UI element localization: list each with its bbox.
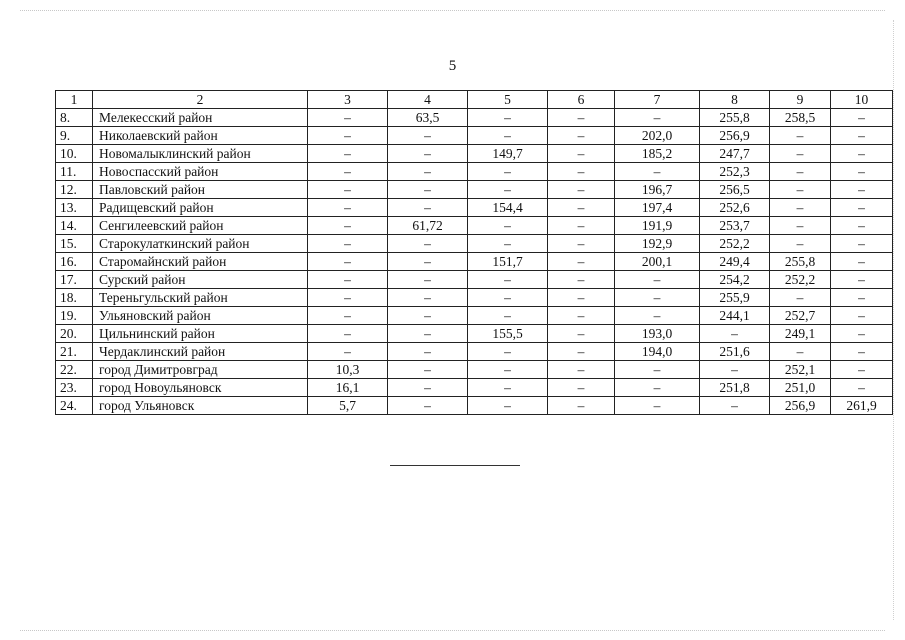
value-cell-col-4: – [388, 361, 468, 379]
district-name-cell: Сурский район [93, 271, 308, 289]
value-cell-col-9: 249,1 [770, 325, 831, 343]
value-cell-col-3: – [308, 325, 388, 343]
value-cell-col-7: – [615, 163, 700, 181]
district-name-cell: Старомайнский район [93, 253, 308, 271]
value-cell-col-9: – [770, 217, 831, 235]
column-header-7: 7 [615, 91, 700, 109]
page-number: 5 [448, 58, 457, 74]
value-cell-col-6: – [548, 181, 615, 199]
value-cell-col-5: – [468, 379, 548, 397]
value-cell-col-10: – [831, 217, 893, 235]
value-cell-col-8: 253,7 [700, 217, 770, 235]
value-cell-col-3: – [308, 127, 388, 145]
value-cell-col-8: 251,8 [700, 379, 770, 397]
value-cell-col-8: 249,4 [700, 253, 770, 271]
district-name-cell: Новоспасский район [93, 163, 308, 181]
value-cell-col-4: – [388, 271, 468, 289]
value-cell-col-6: – [548, 343, 615, 361]
value-cell-col-10: – [831, 343, 893, 361]
value-cell-col-7: – [615, 379, 700, 397]
row-number-cell: 8. [56, 109, 93, 127]
value-cell-col-4: – [388, 127, 468, 145]
value-cell-col-6: – [548, 307, 615, 325]
value-cell-col-7: – [615, 289, 700, 307]
value-cell-col-7: 197,4 [615, 199, 700, 217]
value-cell-col-4: – [388, 145, 468, 163]
value-cell-col-9: – [770, 343, 831, 361]
value-cell-col-7: – [615, 271, 700, 289]
value-cell-col-6: – [548, 145, 615, 163]
row-number-cell: 24. [56, 397, 93, 415]
row-number-cell: 16. [56, 253, 93, 271]
table-row [56, 271, 893, 289]
district-name-cell: Новомалыклинский район [93, 145, 308, 163]
value-cell-col-4: – [388, 199, 468, 217]
value-cell-col-10: – [831, 325, 893, 343]
value-cell-col-5: – [468, 235, 548, 253]
value-cell-col-9: 252,2 [770, 271, 831, 289]
row-number-cell: 20. [56, 325, 93, 343]
value-cell-col-9: 251,0 [770, 379, 831, 397]
value-cell-col-6: – [548, 163, 615, 181]
value-cell-col-9: – [770, 235, 831, 253]
value-cell-col-9: – [770, 181, 831, 199]
value-cell-col-5: – [468, 289, 548, 307]
value-cell-col-8: 247,7 [700, 145, 770, 163]
row-number-cell: 23. [56, 379, 93, 397]
district-name-cell: Ульяновский район [93, 307, 308, 325]
value-cell-col-5: – [468, 271, 548, 289]
column-header-1: 1 [56, 91, 93, 109]
value-cell-col-3: – [308, 289, 388, 307]
value-cell-col-3: 5,7 [308, 397, 388, 415]
table-row [56, 181, 893, 199]
value-cell-col-7: 193,0 [615, 325, 700, 343]
row-number-cell: 15. [56, 235, 93, 253]
value-cell-col-3: – [308, 217, 388, 235]
value-cell-col-10: – [831, 307, 893, 325]
value-cell-col-10: – [831, 379, 893, 397]
value-cell-col-10: – [831, 163, 893, 181]
value-cell-col-4: – [388, 397, 468, 415]
column-header-2: 2 [93, 91, 308, 109]
value-cell-col-10: – [831, 127, 893, 145]
value-cell-col-4: – [388, 307, 468, 325]
value-cell-col-4: 61,72 [388, 217, 468, 235]
value-cell-col-8: 252,3 [700, 163, 770, 181]
value-cell-col-8: – [700, 397, 770, 415]
end-separator-line [390, 465, 520, 466]
value-cell-col-5: – [468, 127, 548, 145]
value-cell-col-8: 255,8 [700, 109, 770, 127]
value-cell-col-8: – [700, 361, 770, 379]
value-cell-col-3: – [308, 235, 388, 253]
row-number-cell: 9. [56, 127, 93, 145]
value-cell-col-6: – [548, 235, 615, 253]
value-cell-col-8: 256,9 [700, 127, 770, 145]
value-cell-col-7: 191,9 [615, 217, 700, 235]
table-body [56, 109, 893, 415]
value-cell-col-6: – [548, 217, 615, 235]
table-header-row [56, 91, 893, 109]
column-header-5: 5 [468, 91, 548, 109]
column-header-9: 9 [770, 91, 831, 109]
value-cell-col-9: – [770, 127, 831, 145]
district-name-cell: Чердаклинский район [93, 343, 308, 361]
table-row [56, 235, 893, 253]
value-cell-col-10: – [831, 145, 893, 163]
value-cell-col-5: 155,5 [468, 325, 548, 343]
value-cell-col-10: – [831, 235, 893, 253]
row-number-cell: 18. [56, 289, 93, 307]
value-cell-col-6: – [548, 379, 615, 397]
value-cell-col-3: 10,3 [308, 361, 388, 379]
value-cell-col-10: – [831, 109, 893, 127]
value-cell-col-6: – [548, 397, 615, 415]
value-cell-col-7: – [615, 307, 700, 325]
row-number-cell: 11. [56, 163, 93, 181]
row-number-cell: 19. [56, 307, 93, 325]
value-cell-col-3: – [308, 181, 388, 199]
value-cell-col-8: 252,6 [700, 199, 770, 217]
value-cell-col-6: – [548, 253, 615, 271]
row-number-cell: 17. [56, 271, 93, 289]
value-cell-col-10: 261,9 [831, 397, 893, 415]
table-row [56, 199, 893, 217]
value-cell-col-10: – [831, 271, 893, 289]
value-cell-col-5: – [468, 217, 548, 235]
district-name-cell: Старокулаткинский район [93, 235, 308, 253]
row-number-cell: 10. [56, 145, 93, 163]
district-name-cell: Павловский район [93, 181, 308, 199]
table-row [56, 217, 893, 235]
table-row [56, 325, 893, 343]
table-row [56, 109, 893, 127]
column-header-8: 8 [700, 91, 770, 109]
value-cell-col-8: 251,6 [700, 343, 770, 361]
value-cell-col-7: – [615, 397, 700, 415]
value-cell-col-10: – [831, 253, 893, 271]
value-cell-col-6: – [548, 361, 615, 379]
value-cell-col-8: 254,2 [700, 271, 770, 289]
value-cell-col-3: – [308, 253, 388, 271]
row-number-cell: 22. [56, 361, 93, 379]
value-cell-col-8: 256,5 [700, 181, 770, 199]
value-cell-col-5: – [468, 361, 548, 379]
row-number-cell: 13. [56, 199, 93, 217]
value-cell-col-4: – [388, 343, 468, 361]
value-cell-col-3: – [308, 307, 388, 325]
value-cell-col-7: 194,0 [615, 343, 700, 361]
value-cell-col-4: 63,5 [388, 109, 468, 127]
value-cell-col-5: 154,4 [468, 199, 548, 217]
value-cell-col-4: – [388, 163, 468, 181]
value-cell-col-3: 16,1 [308, 379, 388, 397]
value-cell-col-4: – [388, 289, 468, 307]
value-cell-col-3: – [308, 271, 388, 289]
district-name-cell: Сенгилеевский район [93, 217, 308, 235]
table-row [56, 127, 893, 145]
value-cell-col-4: – [388, 253, 468, 271]
value-cell-col-9: – [770, 289, 831, 307]
row-number-cell: 21. [56, 343, 93, 361]
value-cell-col-9: – [770, 145, 831, 163]
table-row [56, 163, 893, 181]
district-name-cell: Мелекесский район [93, 109, 308, 127]
column-header-10: 10 [831, 91, 893, 109]
table-row [56, 253, 893, 271]
value-cell-col-3: – [308, 145, 388, 163]
value-cell-col-6: – [548, 109, 615, 127]
district-name-cell: город Ульяновск [93, 397, 308, 415]
value-cell-col-7: 185,2 [615, 145, 700, 163]
district-name-cell: Тереньгульский район [93, 289, 308, 307]
value-cell-col-8: 244,1 [700, 307, 770, 325]
value-cell-col-10: – [831, 289, 893, 307]
value-cell-col-4: – [388, 379, 468, 397]
value-cell-col-6: – [548, 289, 615, 307]
value-cell-col-7: – [615, 361, 700, 379]
value-cell-col-5: – [468, 163, 548, 181]
value-cell-col-9: – [770, 199, 831, 217]
scan-edge-bottom [20, 630, 885, 631]
table-row [56, 307, 893, 325]
value-cell-col-9: 252,7 [770, 307, 831, 325]
value-cell-col-9: 255,8 [770, 253, 831, 271]
district-name-cell: город Новоульяновск [93, 379, 308, 397]
value-cell-col-9: 256,9 [770, 397, 831, 415]
value-cell-col-3: – [308, 343, 388, 361]
value-cell-col-4: – [388, 325, 468, 343]
value-cell-col-3: – [308, 199, 388, 217]
table-row [56, 343, 893, 361]
table-row [56, 145, 893, 163]
table-row [56, 397, 893, 415]
value-cell-col-10: – [831, 361, 893, 379]
district-values-table [55, 90, 893, 415]
value-cell-col-6: – [548, 127, 615, 145]
value-cell-col-7: 200,1 [615, 253, 700, 271]
value-cell-col-3: – [308, 109, 388, 127]
scan-edge-top [20, 10, 885, 11]
value-cell-col-9: – [770, 163, 831, 181]
value-cell-col-5: 151,7 [468, 253, 548, 271]
value-cell-col-3: – [308, 163, 388, 181]
table-row [56, 289, 893, 307]
value-cell-col-7: 202,0 [615, 127, 700, 145]
value-cell-col-5: – [468, 343, 548, 361]
value-cell-col-6: – [548, 199, 615, 217]
district-name-cell: Радищевский район [93, 199, 308, 217]
district-name-cell: Цильнинский район [93, 325, 308, 343]
row-number-cell: 14. [56, 217, 93, 235]
value-cell-col-6: – [548, 271, 615, 289]
value-cell-col-8: 255,9 [700, 289, 770, 307]
table-row [56, 379, 893, 397]
value-cell-col-5: – [468, 397, 548, 415]
value-cell-col-7: 192,9 [615, 235, 700, 253]
value-cell-col-8: – [700, 325, 770, 343]
value-cell-col-7: – [615, 109, 700, 127]
district-name-cell: Николаевский район [93, 127, 308, 145]
value-cell-col-5: – [468, 307, 548, 325]
column-header-4: 4 [388, 91, 468, 109]
value-cell-col-4: – [388, 235, 468, 253]
value-cell-col-6: – [548, 325, 615, 343]
value-cell-col-10: – [831, 199, 893, 217]
value-cell-col-9: 252,1 [770, 361, 831, 379]
value-cell-col-5: – [468, 181, 548, 199]
value-cell-col-9: 258,5 [770, 109, 831, 127]
value-cell-col-8: 252,2 [700, 235, 770, 253]
column-header-6: 6 [548, 91, 615, 109]
value-cell-col-7: 196,7 [615, 181, 700, 199]
value-cell-col-4: – [388, 181, 468, 199]
scan-edge-right [893, 20, 894, 620]
value-cell-col-5: – [468, 109, 548, 127]
column-header-3: 3 [308, 91, 388, 109]
table-row [56, 361, 893, 379]
value-cell-col-5: 149,7 [468, 145, 548, 163]
district-name-cell: город Димитровград [93, 361, 308, 379]
value-cell-col-10: – [831, 181, 893, 199]
row-number-cell: 12. [56, 181, 93, 199]
